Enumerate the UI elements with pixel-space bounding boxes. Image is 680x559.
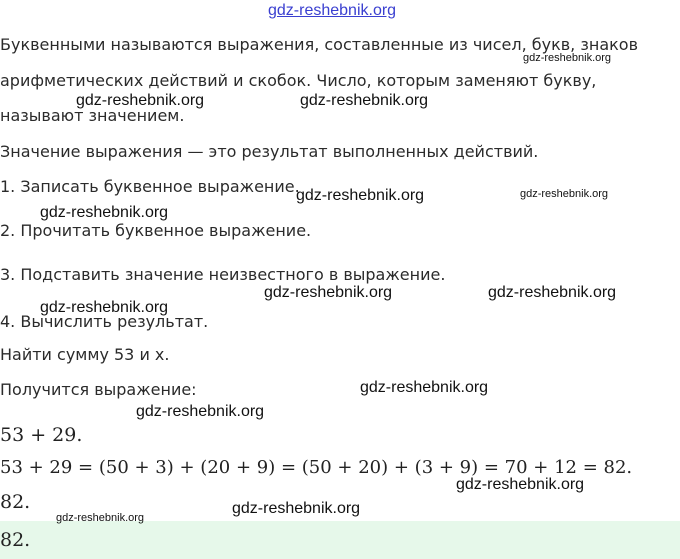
task-statement: Найти сумму 53 и x. — [0, 345, 170, 364]
watermark: gdz-reshebnik.org — [488, 284, 617, 301]
step-4: 4. Вычислить результат. — [0, 312, 209, 331]
definition-line-3: называют значением. — [0, 106, 185, 125]
answer-highlight — [0, 521, 680, 559]
watermark: gdz-reshebnik.org — [300, 92, 429, 109]
expression-3: 82. — [0, 491, 31, 513]
answer: 82. — [0, 529, 31, 551]
definition-line-2: арифметических действий и скобок. Число, которым заменяют букву, — [0, 71, 597, 90]
watermark: gdz-reshebnik.org — [136, 403, 265, 420]
watermark: gdz-reshebnik.org — [264, 284, 393, 301]
step-2: 2. Прочитать буквенное выражение. — [0, 221, 312, 240]
watermark: gdz-reshebnik.org — [76, 92, 205, 109]
result-label: Получится выражение: — [0, 380, 197, 399]
step-3: 3. Подставить значение неизвестного в выражение. — [0, 265, 446, 284]
watermark: gdz-reshebnik.org — [456, 476, 585, 493]
expression-2: 53 + 29 = (50 + 3) + (20 + 9) = (50 + 20) + (3 + 9) = 70 + 12 = 82. — [0, 457, 633, 478]
step-1: 1. Записать буквенное выражение. — [0, 177, 300, 196]
watermark: gdz-reshebnik.org — [232, 500, 361, 517]
watermark: gdz-reshebnik.org — [523, 52, 612, 64]
watermark: gdz-reshebnik.org — [360, 379, 489, 396]
watermark: gdz-reshebnik.org — [40, 299, 169, 316]
definition-line-1: Буквенными называются выражения, составленные из чисел, букв, знаков — [0, 35, 638, 54]
expression-1: 53 + 29. — [0, 424, 83, 446]
watermark: gdz-reshebnik.org — [56, 512, 145, 524]
watermark: gdz-reshebnik.org — [520, 188, 609, 200]
watermark: gdz-reshebnik.org — [40, 204, 169, 221]
watermark-header-link[interactable]: gdz-reshebnik.org — [268, 2, 397, 19]
value-definition: Значение выражения — это результат выполненных действий. — [0, 142, 539, 161]
watermark: gdz-reshebnik.org — [296, 187, 425, 204]
